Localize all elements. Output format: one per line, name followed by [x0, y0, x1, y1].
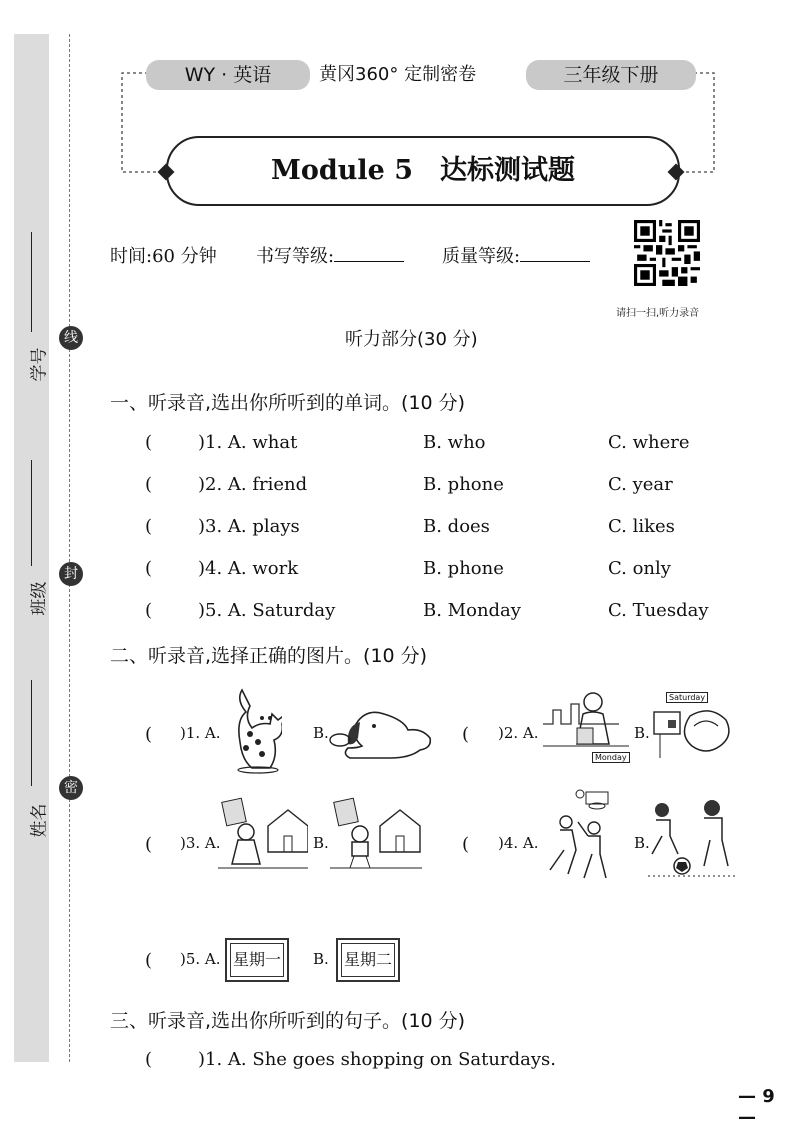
- girl-house-picture[interactable]: [218, 796, 308, 876]
- answer-paren[interactable]: (: [145, 724, 153, 745]
- q4-label: )4. A.: [498, 834, 539, 852]
- class-line: [31, 460, 32, 566]
- basketball-picture[interactable]: [540, 786, 620, 886]
- section2-heading: 二、听录音,选择正确的图片。(10 分): [110, 645, 428, 667]
- option-c: C. Tuesday: [608, 600, 709, 621]
- seal-close-mark: 密: [59, 776, 83, 800]
- q1-b-label: B.: [313, 724, 329, 742]
- dog-picture[interactable]: [326, 704, 436, 764]
- q1-label: )1. A.: [180, 724, 221, 742]
- option-a: )5. A. Saturday: [198, 600, 336, 621]
- handwriting-label: 书写等级:: [256, 246, 335, 267]
- option-c: C. likes: [608, 516, 675, 537]
- answer-paren[interactable]: (: [462, 724, 470, 745]
- section1-heading: 一、听录音,选出你所听到的单词。(10 分): [110, 392, 466, 414]
- option-b: B. does: [423, 516, 490, 537]
- name-label: 姓名: [29, 803, 50, 838]
- saturday-sign: Saturday: [666, 692, 708, 703]
- answer-paren[interactable]: (: [145, 950, 153, 971]
- quality-label: 质量等级:: [442, 246, 521, 267]
- option-c: C. year: [608, 474, 673, 495]
- option-a: )4. A. work: [198, 558, 299, 579]
- boy-house-picture[interactable]: [330, 796, 422, 876]
- answer-paren[interactable]: (: [145, 600, 153, 621]
- answer-paren[interactable]: (: [145, 474, 153, 495]
- answer-paren[interactable]: (: [145, 1049, 153, 1070]
- page-number: — 9 —: [738, 1086, 775, 1128]
- qr-caption: 请扫一扫,听力录音: [616, 308, 700, 319]
- quality-field: [442, 242, 590, 268]
- q5-b-label: B.: [313, 950, 329, 968]
- seal-seal-mark: 封: [59, 562, 83, 586]
- tuesday-box[interactable]: [336, 938, 400, 982]
- option-b: B. phone: [423, 558, 504, 579]
- q5-label: )5. A.: [180, 950, 221, 968]
- cat-picture[interactable]: [222, 684, 282, 774]
- name-line: [31, 680, 32, 786]
- option-a: )3. A. plays: [198, 516, 300, 537]
- option-a: )1. A. what: [198, 432, 298, 453]
- brand-label: 黄冈360° 定制密卷: [319, 64, 477, 85]
- seal-line-mark: 线: [59, 326, 83, 350]
- option-a: )2. A. friend: [198, 474, 308, 495]
- answer-paren[interactable]: (: [145, 834, 153, 855]
- handwriting-field: [256, 242, 404, 268]
- q2-b-label: B.: [634, 724, 650, 742]
- answer-paren[interactable]: (: [145, 558, 153, 579]
- qr-code-icon[interactable]: [634, 220, 700, 286]
- answer-paren[interactable]: (: [462, 834, 470, 855]
- subject-badge: WY · 英语: [146, 60, 310, 90]
- student-no-label: 学号: [29, 347, 50, 382]
- option-b: B. Monday: [423, 600, 521, 621]
- q3-label: )3. A.: [180, 834, 221, 852]
- answer-paren[interactable]: (: [145, 432, 153, 453]
- handwriting-blank[interactable]: [334, 261, 404, 262]
- option-b: B. phone: [423, 474, 504, 495]
- page-title: Module 5 达标测试题: [270, 155, 576, 186]
- student-no-line: [31, 232, 32, 332]
- grade-badge: 三年级下册: [526, 60, 696, 90]
- woman-saturday-picture[interactable]: [650, 706, 734, 766]
- cut-line: [69, 34, 70, 1062]
- time-label: 时间:60 分钟: [110, 246, 217, 267]
- section3-heading: 三、听录音,选出你所听到的句子。(10 分): [110, 1010, 466, 1032]
- option-b: B. who: [423, 432, 486, 453]
- monday-sign: Monday: [592, 752, 630, 763]
- q2-label: )2. A.: [498, 724, 539, 742]
- section3-item-1: )1. A. She goes shopping on Saturdays.: [198, 1049, 556, 1070]
- q3-b-label: B.: [313, 834, 329, 852]
- tuesday-box-text: 星期二: [341, 943, 395, 977]
- listening-heading: 听力部分(30 分): [345, 329, 478, 350]
- answer-paren[interactable]: (: [145, 516, 153, 537]
- football-picture[interactable]: [648, 796, 736, 880]
- monday-box[interactable]: [225, 938, 289, 982]
- q4-b-label: B.: [634, 834, 650, 852]
- option-c: C. only: [608, 558, 671, 579]
- class-label: 班级: [29, 581, 50, 616]
- option-c: C. where: [608, 432, 690, 453]
- monday-box-text: 星期一: [230, 943, 284, 977]
- quality-blank[interactable]: [520, 261, 590, 262]
